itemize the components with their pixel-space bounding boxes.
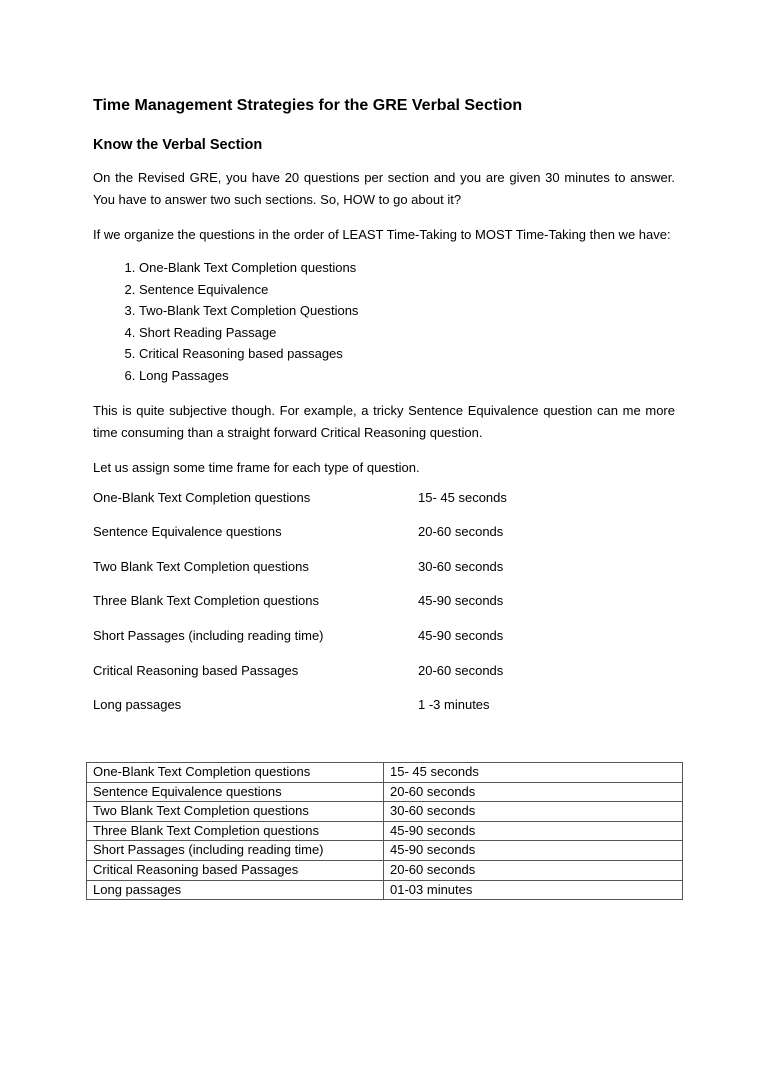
timing-label: Sentence Equivalence questions: [93, 524, 282, 540]
timing-row: [93, 662, 675, 697]
list-item: 3. Two-Blank Text Completion Questions: [139, 300, 675, 322]
table-cell-time: 45-90 seconds: [384, 841, 683, 861]
time-frame-intro-paragraph: Let us assign some time frame for each type of question.: [93, 459, 420, 475]
table-row: [87, 860, 683, 880]
subjective-note-paragraph: This is quite subjective though. For example, a tricky Sentence Equivalence question can me more time consuming than a straight forward Critical Reasoning question.: [93, 402, 675, 440]
timing-value: 30-60 seconds: [418, 558, 504, 574]
table-row: [87, 782, 683, 802]
table-row: [87, 763, 683, 783]
timing-label: Two Blank Text Completion questions: [93, 558, 309, 574]
table-row: [87, 821, 683, 841]
timing-value: 1 -3 minutes: [418, 697, 490, 713]
list-item: 4. Short Reading Passage: [139, 322, 675, 344]
timing-row: [93, 627, 675, 662]
list-item: 2. Sentence Equivalence: [139, 279, 675, 301]
table-cell-time: 01-03 minutes: [384, 880, 683, 900]
list-item: 5. Critical Reasoning based passages: [139, 343, 675, 365]
timing-list: [93, 489, 675, 731]
timing-value: 15- 45 seconds: [418, 489, 507, 505]
timing-value: 45-90 seconds: [418, 627, 504, 643]
timing-row: [93, 592, 675, 627]
timing-label: One-Blank Text Completion questions: [93, 489, 311, 505]
order-paragraph: If we organize the questions in the order of LEAST Time-Taking to MOST Time-Taking then we have:: [93, 227, 671, 242]
table-cell-time: 20-60 seconds: [384, 782, 683, 802]
table-cell-type: Critical Reasoning based Passages: [87, 860, 384, 880]
table-cell-time: 20-60 seconds: [384, 860, 683, 880]
timing-row: [93, 489, 675, 524]
time-frame-table: [86, 762, 683, 900]
table-row: [87, 841, 683, 861]
timing-value: 20-60 seconds: [418, 524, 504, 540]
table-cell-type: Sentence Equivalence questions: [87, 782, 384, 802]
timing-label: Three Blank Text Completion questions: [93, 593, 319, 609]
table-cell-time: 15- 45 seconds: [384, 763, 683, 783]
timing-row: [93, 523, 675, 558]
timing-row: [93, 558, 675, 593]
table-cell-time: 30-60 seconds: [384, 802, 683, 822]
list-item: 1. One-Blank Text Completion questions: [139, 257, 675, 279]
timing-value: 20-60 seconds: [418, 662, 504, 678]
table-row: [87, 802, 683, 822]
table-cell-type: Short Passages (including reading time): [87, 841, 384, 861]
document-content: [93, 96, 675, 731]
list-item: 6. Long Passages: [139, 365, 675, 387]
question-type-list: [93, 257, 675, 387]
table-row: [87, 880, 683, 900]
timing-label: Short Passages (including reading time): [93, 627, 324, 643]
table-cell-type: Three Blank Text Completion questions: [87, 821, 384, 841]
timing-label: Long passages: [93, 697, 182, 713]
intro-paragraph: On the Revised GRE, you have 20 questions per section and you are given 30 minutes to answer. You have to answer two such sections. So, HOW to go about it?: [93, 170, 675, 207]
section-heading: Know the Verbal Section: [93, 137, 263, 153]
timing-label: Critical Reasoning based Passages: [93, 662, 299, 678]
timing-row: [93, 696, 675, 731]
document-title: Time Management Strategies for the GRE Verbal Section: [93, 97, 523, 114]
timing-value: 45-90 seconds: [418, 593, 504, 609]
table-cell-type: Two Blank Text Completion questions: [87, 802, 384, 822]
table-cell-type: One-Blank Text Completion questions: [87, 763, 384, 783]
table-cell-time: 45-90 seconds: [384, 821, 683, 841]
table-cell-type: Long passages: [87, 880, 384, 900]
